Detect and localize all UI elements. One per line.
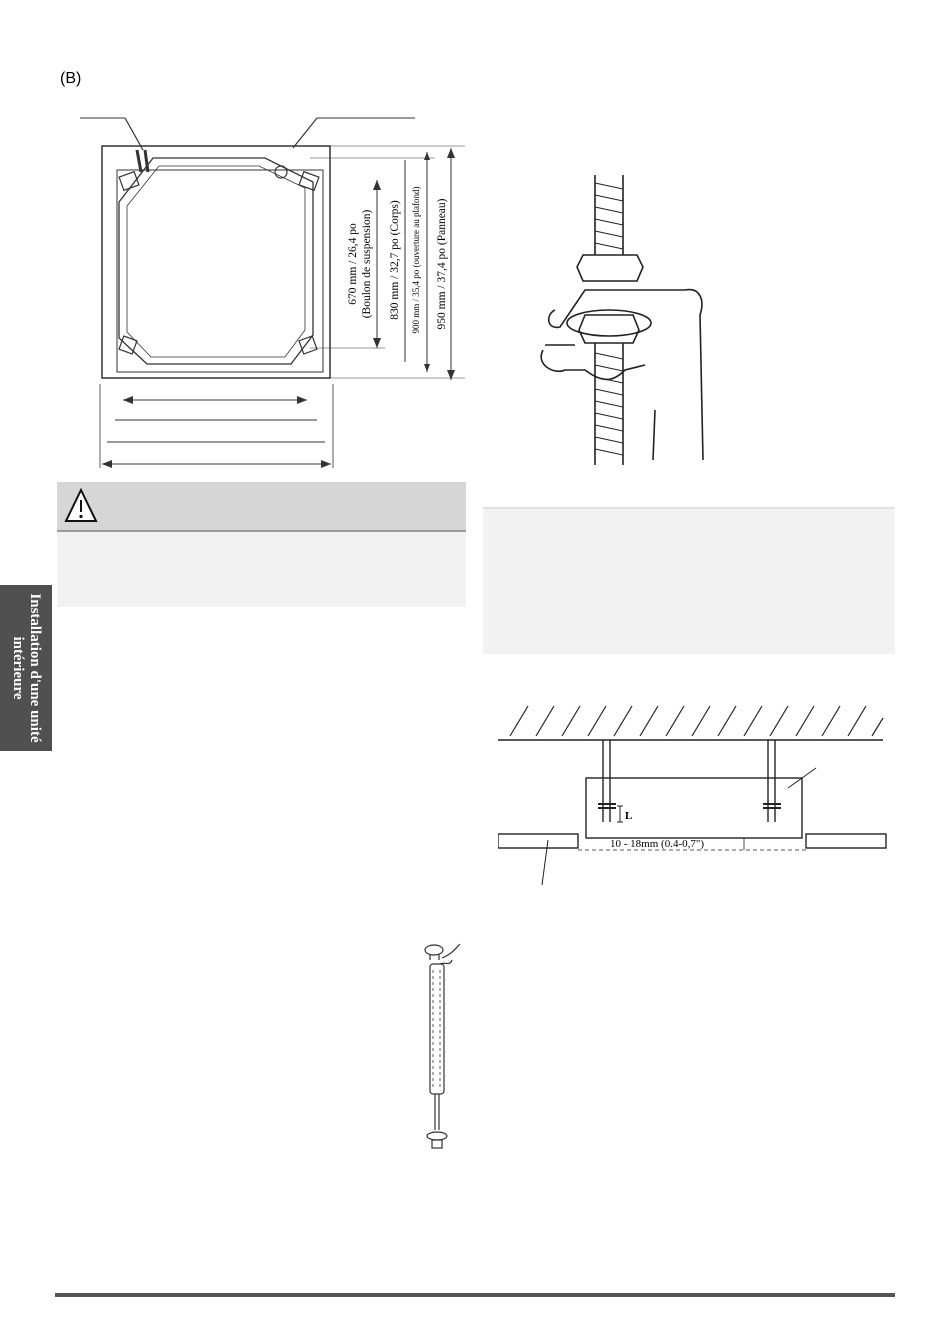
side-tab-line-2: intérieure [10,636,26,700]
note-divider [483,507,895,509]
section-side-tab [0,585,52,751]
dim-hanger-note: (Boulon de suspension) [361,209,373,319]
threaded-rod-illustration [412,940,470,1155]
dim-panel: 950 mm / 37,4 po (Panneau) [436,198,448,330]
footer-divider [55,1293,895,1297]
warning-divider [57,530,466,532]
gap-dimension: 10 - 18mm (0.4-0,7") [610,838,705,850]
ceiling-gap-diagram [498,700,888,890]
bracket-bolt-illustration [525,175,735,470]
dim-hanger: 670 mm / 26,4 po [347,223,359,305]
warning-icon [64,488,98,524]
dimension-diagram [55,110,475,480]
note-box [483,507,895,654]
warning-header [57,482,466,530]
dim-body: 830 mm / 32,7 po (Corps) [389,200,401,320]
dim-opening: 900 mm / 35,4 po (ouverture au plafond) [411,186,421,334]
figure-label: (B) [60,70,82,87]
bolt-length-label: L [625,810,633,822]
side-tab-line-1: Installation d'une unité [27,593,43,743]
